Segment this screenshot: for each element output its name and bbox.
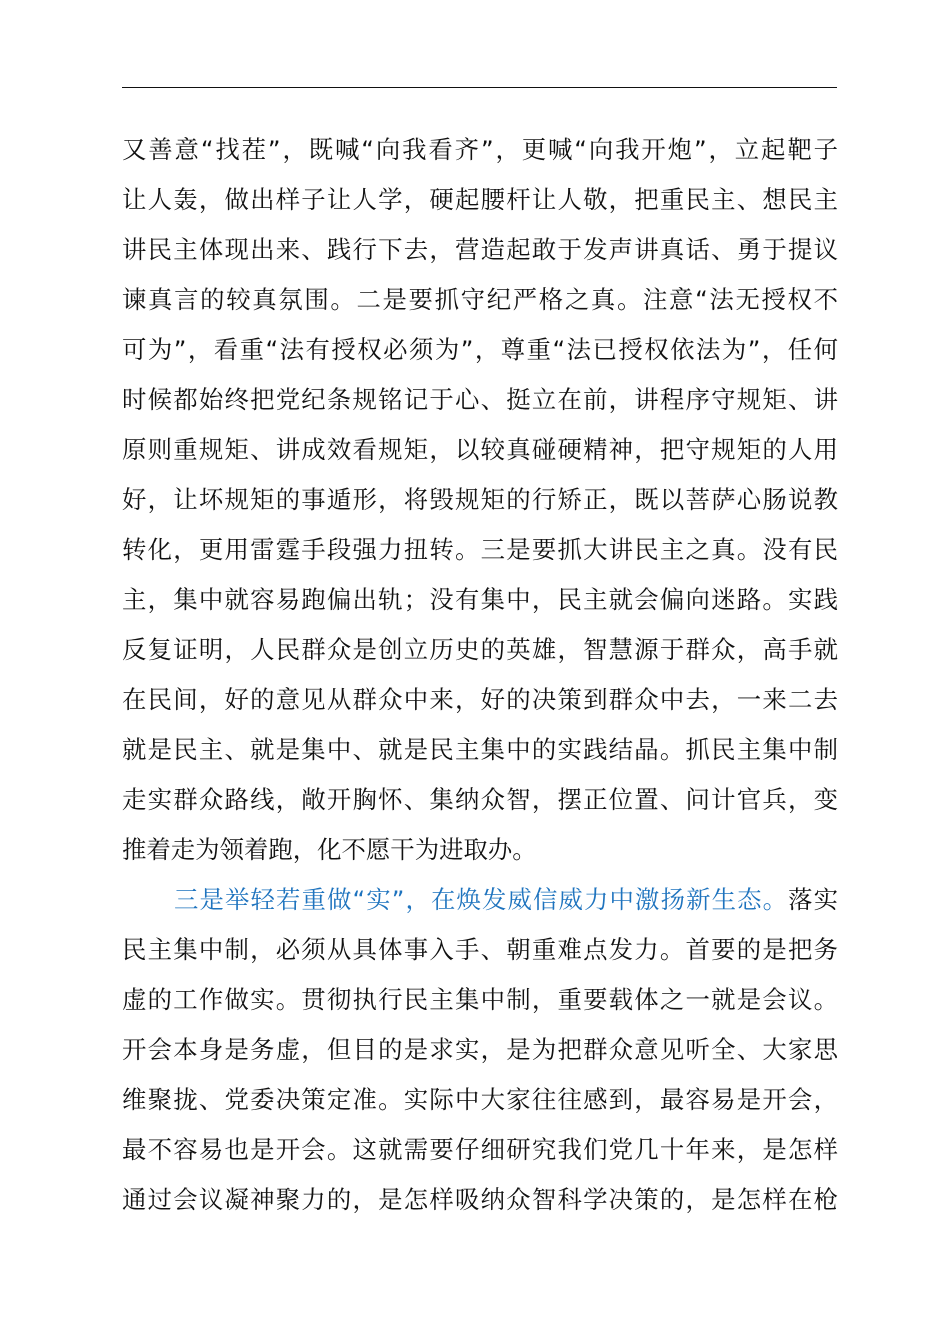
text-line: 最不容易也是开会。这就需要仔细研究我们党几十年来，是怎样 <box>122 1135 838 1164</box>
text-line: 转化，更用雷霆手段强力扭转。三是要抓大讲民主之真。没有民 <box>122 535 838 564</box>
text-line: 走实群众路线，敞开胸怀、集纳众智，摆正位置、问计官兵，变 <box>122 785 838 814</box>
text-line: 虚的工作做实。贯彻执行民主集中制，重要载体之一就是会议。 <box>122 985 838 1014</box>
text-line: 让人轰，做出样子让人学，硬起腰杆让人敬，把重民主、想民主 <box>122 185 838 214</box>
text-line: 开会本身是务虚，但目的是求实，是为把群众意见听全、大家思 <box>122 1035 838 1064</box>
text-line: 民主集中制，必须从具体事入手、朝重难点发力。首要的是把务 <box>122 935 838 964</box>
section-heading-line <box>122 875 838 925</box>
text-line: 原则重规矩、讲成效看规矩，以较真碰硬精神，把守规矩的人用 <box>122 435 838 464</box>
body-text <box>122 125 838 1225</box>
text-line: 好，让坏规矩的事遁形，将毁规矩的行矫正，既以菩萨心肠说教 <box>122 485 838 514</box>
text-line: 反复证明，人民群众是创立历史的英雄，智慧源于群众，高手就 <box>122 635 838 664</box>
text-line: 在民间，好的意见从群众中来，好的决策到群众中去，一来二去 <box>122 685 838 714</box>
header-rule <box>122 87 837 88</box>
text-line-last: 推着走为领着跑，化不愿干为进取办。 <box>122 835 537 864</box>
text-line: 维聚拢、党委决策定准。实际中大家往往感到，最容易是开会， <box>122 1085 838 1114</box>
section-heading: 三是举轻若重做“实”，在焕发威信威力中激扬新生态。 <box>174 885 789 914</box>
text-line: 主，集中就容易跑偏出轨；没有集中，民主就会偏向迷路。实践 <box>122 585 838 614</box>
text-line: 谏真言的较真氛围。二是要抓守纪严格之真。注意“法无授权不 <box>122 285 838 314</box>
text-line: 讲民主体现出来、践行下去，营造起敢于发声讲真话、勇于提议 <box>122 235 838 264</box>
heading-line-rest: 落实 <box>788 885 838 914</box>
text-line: 就是民主、就是集中、就是民主集中的实践结晶。抓民主集中制 <box>122 735 838 764</box>
text-line: 时候都始终把党纪条规铭记于心、挺立在前，讲程序守规矩、讲 <box>122 385 838 414</box>
text-line: 可为”，看重“法有授权必须为”，尊重“法已授权依法为”，任何 <box>122 335 838 364</box>
text-line: 通过会议凝神聚力的，是怎样吸纳众智科学决策的，是怎样在枪 <box>122 1185 838 1214</box>
text-line: 又善意“找茬”，既喊“向我看齐”，更喊“向我开炮”，立起靶子 <box>122 135 838 164</box>
